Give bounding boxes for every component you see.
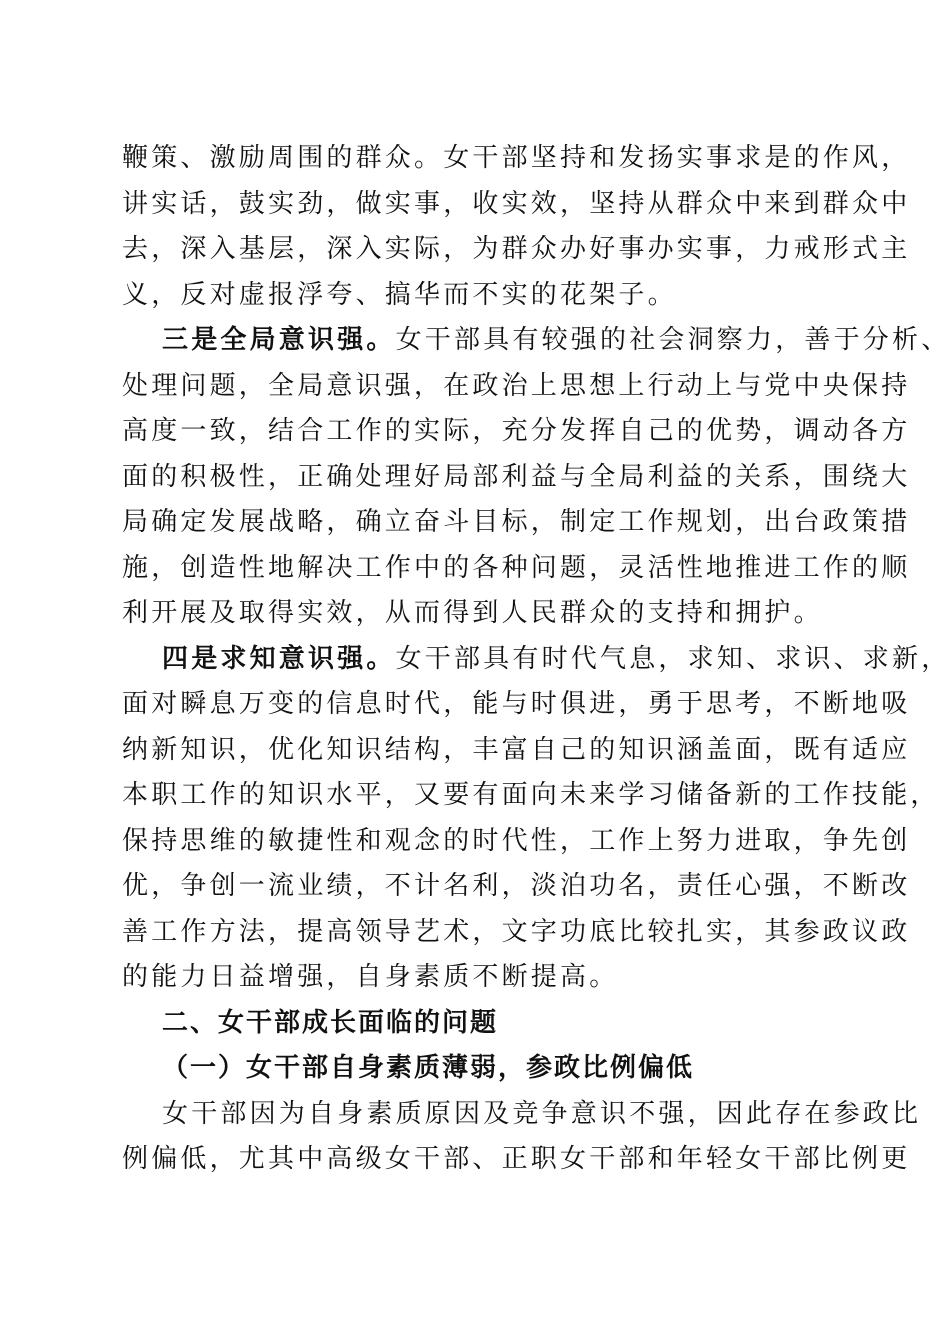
text-line-first: [122, 637, 950, 683]
text-line: 善工作方法，提高领导艺术，文字功底比较扎实，其参政议政: [122, 916, 911, 947]
section-heading: 二、女干部成长面临的问题: [162, 1007, 499, 1038]
text-line: 鞭策、激励周围的群众。女干部坚持和发扬实事求是的作风，: [122, 143, 911, 173]
paragraph-overall-awareness: [122, 318, 950, 637]
subsection-heading: （一）女干部自身素质薄弱，参政比例偏低: [162, 1053, 695, 1083]
text-line: 保持思维的敏捷性和观念的时代性，工作上努力进取，争先创: [122, 825, 911, 856]
paragraph-problem-description: [122, 1092, 922, 1183]
text-line: 例偏低，尤其中高级女干部、正职女干部和年轻女干部比例更: [122, 1144, 911, 1174]
text-line: 优，争创一流业绩，不计名利，淡泊功名，责任心强，不断改: [122, 871, 911, 901]
text-line: 施，创造性地解决工作中的各种问题，灵活性地推进工作的顺: [122, 552, 911, 583]
paragraph-lead: 四是求知意识强。: [162, 643, 396, 674]
text-line: 面对瞬息万变的信息时代，能与时俱进，勇于思考，不断地吸: [122, 689, 911, 719]
text-line-first: 女干部因为自身素质原因及竞争意识不强，因此存在参政比: [162, 1098, 922, 1129]
text-line: 讲实话，鼓实劲，做实事，收实效，坚持从群众中来到群众中: [122, 188, 911, 219]
text-line: 局确定发展战略，确立奋斗目标，制定工作规划，出台政策措: [122, 507, 911, 537]
text-line: 利开展及取得实效，从而得到人民群众的支持和拥护。: [122, 598, 823, 628]
paragraph-first-line-text: 女干部具有时代气息，求知、求识、求新，: [395, 643, 950, 674]
paragraph-integrity: [122, 136, 911, 318]
document-body: [122, 136, 950, 1183]
paragraph-knowledge-awareness: [122, 637, 950, 1001]
text-line: 本职工作的知识水平，又要有面向未来学习储备新的工作技能，: [122, 780, 940, 810]
text-line: 的能力日益增强，自身素质不断提高。: [122, 962, 619, 992]
text-line: 高度一致，结合工作的实际，充分发挥自己的优势，调动各方: [122, 416, 911, 446]
paragraph-first-line-text: 女干部具有较强的社会洞察力，善于分析、: [395, 325, 950, 355]
text-line: 处理问题，全局意识强，在政治上思想上行动上与党中央保持: [122, 370, 911, 401]
text-line-first: [122, 318, 950, 364]
paragraph-lead: 三是全局意识强。: [162, 325, 396, 355]
text-line: 面的积极性，正确处理好局部利益与全局利益的关系，围绕大: [122, 461, 911, 492]
text-line: 纳新知识，优化知识结构，丰富自己的知识涵盖面，既有适应: [122, 734, 911, 765]
text-line: 去，深入基层，深入实际，为群众办好事办实事，力戒形式主: [122, 234, 911, 264]
text-line: 义，反对虚报浮夸、搞华而不实的花架子。: [122, 279, 677, 310]
